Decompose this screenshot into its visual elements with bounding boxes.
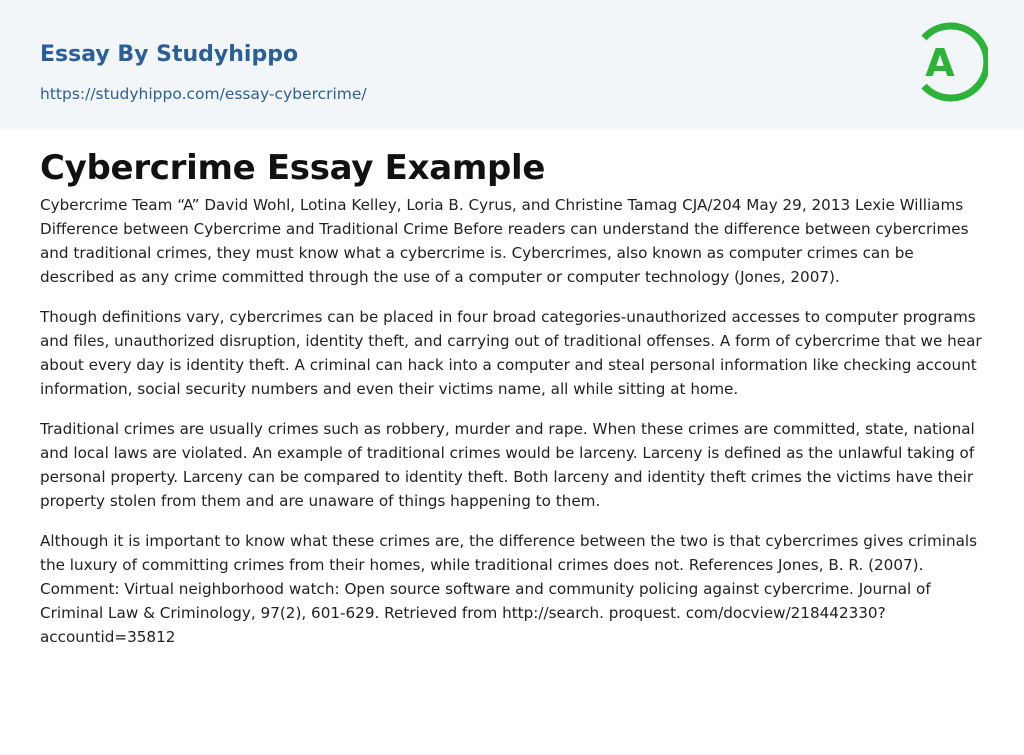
paragraph-4: Although it is important to know what these crimes are, the difference between the two is that cybercrimes gives criminals the luxury of committing crimes from their homes, while traditional crimes does not. References Jones, B. R. (2007). Comment: Virtual neighborhood watch: Open source software and community policing against cybercrime. Journal of Criminal Law & Criminology, 97(2), 601-629. Retrieved from http://search. proquest. com/docview/218442330? accountid=35812 [40,532,978,646]
article [0,147,1024,649]
page-header [0,0,1024,129]
paragraph-1: Cybercrime Team “A” David Wohl, Lotina Kelley, Loria B. Cyrus, and Christine Tamag CJA/204 May 29, 2013 Lexie Williams Difference between Cybercrime and Traditional Crime Before readers can understand the difference between cybercrimes and traditional crimes, they must know what a cybercrime is. Cybercrimes, also known as computer crimes can be described as any crime committed through the use of a computer or computer technology (Jones, 2007). [40,196,969,286]
site-brand[interactable]: Essay By Studyhippo [40,42,299,67]
logo-letter: A [925,41,955,85]
paragraph-2: Though definitions vary, cybercrimes can be placed in four broad categories-unauthorized accesses to computer programs and files, unauthorized disruption, identity theft, and carrying out of traditional offenses. A form of cybercrime that we hear about every day is identity theft. A criminal can hack into a computer and steal personal information like checking account information, social security numbers and even their victims name, all while sitting at home. [40,308,982,398]
source-url-link[interactable]: https://studyhippo.com/essay-cybercrime/ [40,85,367,103]
studyhippo-logo-icon[interactable] [910,18,988,106]
page-title: Cybercrime Essay Example [40,148,546,188]
paragraph-3: Traditional crimes are usually crimes such as robbery, murder and rape. When these crimes are committed, state, national and local laws are violated. An example of traditional crimes would be larceny. Larceny is defined as the unlawful taking of personal property. Larceny can be compared to identity theft. Both larceny and identity theft crimes the victims have their property stolen from them and are unaware of things happening to them. [40,420,975,510]
